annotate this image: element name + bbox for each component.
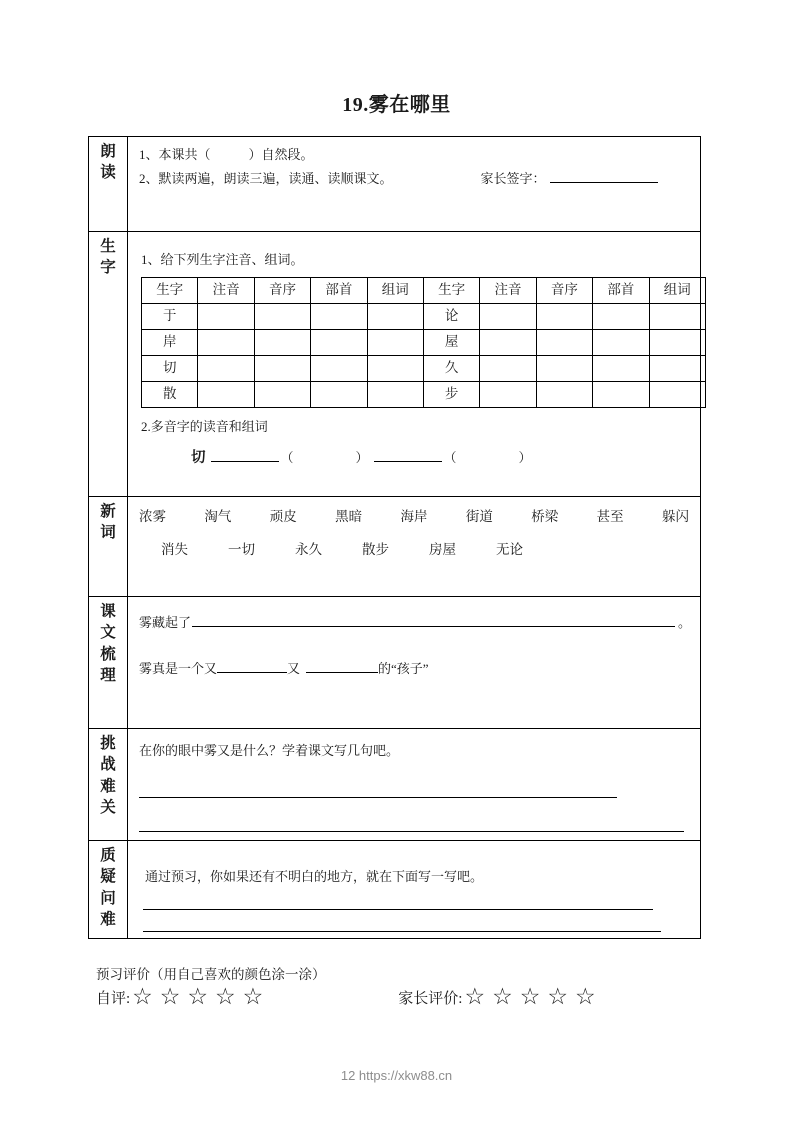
grid-cell-input[interactable] xyxy=(649,381,705,407)
evaluation-section xyxy=(96,963,716,1009)
grid-header-cell: 部首 xyxy=(593,278,649,304)
new-word: 躲闪 xyxy=(662,509,689,524)
new-word: 浓雾 xyxy=(139,509,166,524)
grid-header-cell: 部首 xyxy=(311,278,367,304)
new-word: 黑暗 xyxy=(335,509,363,524)
keshuli-sentence-1 xyxy=(139,603,691,635)
star-icon[interactable]: ☆ xyxy=(215,984,236,1010)
grid-cell-input[interactable] xyxy=(649,355,705,381)
grid-cell-input[interactable] xyxy=(198,381,254,407)
grid-cell-input[interactable] xyxy=(536,329,592,355)
star-icon[interactable]: ☆ xyxy=(574,984,596,1010)
grid-cell-input[interactable] xyxy=(254,381,310,407)
shengzi-question-2: 2.多音字的读音和组词 xyxy=(141,418,268,434)
grid-cell-input[interactable] xyxy=(311,381,367,407)
section-label-keshuli: 课 文 梳 理 xyxy=(89,597,128,729)
section-label-langdu: 朗 读 xyxy=(89,137,128,232)
grid-row xyxy=(142,381,706,407)
grid-cell-input[interactable] xyxy=(367,381,423,407)
zhiyi-answer-line-1[interactable] xyxy=(143,909,653,910)
new-word: 房屋 xyxy=(429,541,456,557)
grid-row xyxy=(142,329,706,355)
grid-header-cell: 音序 xyxy=(254,278,310,304)
new-word: 永久 xyxy=(295,541,322,557)
grid-cell-input[interactable] xyxy=(311,304,367,330)
new-word: 散步 xyxy=(362,541,389,557)
grid-cell-input[interactable] xyxy=(311,355,367,381)
section-row-shengzi xyxy=(89,232,701,497)
grid-cell-char: 散 xyxy=(142,381,198,407)
star-icon[interactable]: ☆ xyxy=(159,984,181,1010)
keshuli-blank-1[interactable] xyxy=(217,660,287,673)
keshuli-sentence2-b: 又 xyxy=(287,661,301,677)
star-icon[interactable]: ☆ xyxy=(547,984,568,1010)
grid-cell-input[interactable] xyxy=(649,329,705,355)
tiaozhan-prompt: 在你的眼中雾又是什么？学着课文写几句吧。 xyxy=(139,743,400,758)
star-icon[interactable]: ☆ xyxy=(187,984,209,1010)
grid-cell-input[interactable] xyxy=(593,355,649,381)
parent-signature-area xyxy=(481,167,691,191)
new-word: 海岸 xyxy=(400,509,428,524)
new-word: 无论 xyxy=(496,541,523,557)
section-label-tiaozhan: 挑 战 难 关 xyxy=(89,729,128,841)
section-body-shengzi xyxy=(128,232,701,497)
langdu-item2-text: 2、默读两遍，朗读三遍，读通、读顺课文。 xyxy=(139,171,393,187)
grid-cell-input[interactable] xyxy=(367,355,423,381)
keshuli-sentence1-tail: 。 xyxy=(677,615,691,630)
langdu-item1-tail: ）自然段。 xyxy=(248,147,314,162)
grid-cell-input[interactable] xyxy=(593,329,649,355)
paren-open-2: （ xyxy=(443,449,457,465)
worksheet-table xyxy=(88,136,701,939)
grid-header-cell: 音序 xyxy=(536,278,592,304)
grid-header-cell: 生字 xyxy=(142,278,198,304)
grid-cell-input[interactable] xyxy=(480,355,536,381)
new-words-line-1 xyxy=(139,503,691,530)
shengzi-question-1: 1、给下列生字注音、组词。 xyxy=(141,252,304,267)
grid-cell-char: 于 xyxy=(142,304,198,330)
section-label-xinci: 新 词 xyxy=(89,497,128,597)
new-word: 顽皮 xyxy=(269,509,297,524)
new-word: 甚至 xyxy=(596,509,624,524)
grid-cell-char: 切 xyxy=(142,355,198,381)
evaluation-title: 预习评价（用自己喜欢的颜色涂一涂） xyxy=(96,967,326,982)
parent-evaluation-label: 家长评价: xyxy=(398,991,463,1007)
grid-cell-input[interactable] xyxy=(480,381,536,407)
keshuli-sentence1-lead: 雾藏起了 xyxy=(139,615,192,630)
zhiyi-prompt: 通过预习，你如果还有不明白的地方，就在下面写一写吧。 xyxy=(145,869,484,884)
grid-cell-input[interactable] xyxy=(593,304,649,330)
polyphone-blank-2[interactable] xyxy=(374,449,442,462)
parent-signature-blank[interactable] xyxy=(550,171,658,183)
grid-row xyxy=(142,355,706,381)
tiaozhan-answer-line-1[interactable] xyxy=(139,797,617,798)
star-icon[interactable]: ☆ xyxy=(464,984,486,1010)
self-evaluation-stars xyxy=(132,986,270,1009)
grid-cell-input[interactable] xyxy=(254,329,310,355)
grid-cell-input[interactable] xyxy=(311,329,367,355)
grid-cell-input[interactable] xyxy=(536,355,592,381)
new-word: 桥梁 xyxy=(531,509,559,524)
grid-cell-char: 岸 xyxy=(142,329,198,355)
new-word: 街道 xyxy=(465,509,493,524)
section-body-keshuli xyxy=(128,597,701,729)
zhiyi-answer-line-2[interactable] xyxy=(143,931,661,932)
section-body-tiaozhan xyxy=(128,729,701,841)
polyphone-character: 切 xyxy=(191,449,206,466)
star-icon[interactable]: ☆ xyxy=(242,984,264,1010)
self-evaluation-label: 自评: xyxy=(96,991,131,1007)
paren-close-1: ） xyxy=(355,449,369,465)
section-body-langdu xyxy=(128,137,701,232)
grid-header-cell: 组词 xyxy=(367,278,423,304)
keshuli-blank-2[interactable] xyxy=(306,660,378,673)
section-row-keshuli xyxy=(89,597,701,729)
new-words-line-2 xyxy=(139,530,691,563)
section-body-zhiyi xyxy=(128,841,701,939)
grid-header-cell: 注音 xyxy=(480,278,536,304)
star-icon[interactable]: ☆ xyxy=(519,984,541,1010)
keshuli-sentence-2 xyxy=(139,635,691,681)
paren-close-2: ） xyxy=(518,449,532,465)
parent-evaluation-group xyxy=(398,986,602,1009)
grid-cell-input[interactable] xyxy=(480,329,536,355)
grid-header-cell: 生字 xyxy=(423,278,479,304)
grid-cell-input[interactable] xyxy=(649,304,705,330)
keshuli-sentence2-c: 的“孩子” xyxy=(378,661,429,677)
evaluation-rows xyxy=(96,986,716,1009)
langdu-item-2 xyxy=(139,167,691,191)
grid-row xyxy=(142,304,706,330)
keshuli-sentence2-a: 雾真是一个又 xyxy=(139,661,218,677)
new-word: 一切 xyxy=(228,541,255,557)
grid-cell-input[interactable] xyxy=(254,304,310,330)
grid-cell-input[interactable] xyxy=(367,329,423,355)
langdu-item1-lead: 1、本课共（ xyxy=(139,147,211,162)
grid-cell-input[interactable] xyxy=(536,304,592,330)
grid-cell-char: 论 xyxy=(423,304,479,330)
grid-cell-input[interactable] xyxy=(480,304,536,330)
star-icon[interactable]: ☆ xyxy=(492,984,513,1010)
page-watermark: 12 https://xkw88.cn xyxy=(340,1068,453,1083)
page-title: 19.雾在哪里 xyxy=(342,94,451,116)
grid-cell-input[interactable] xyxy=(198,355,254,381)
section-body-xinci xyxy=(128,497,701,597)
langdu-item-1 xyxy=(139,143,691,167)
section-row-tiaozhan xyxy=(89,729,701,841)
keshuli-blank-long[interactable] xyxy=(192,614,675,627)
grid-header-cell: 注音 xyxy=(198,278,254,304)
section-row-xinci xyxy=(89,497,701,597)
grid-cell-input[interactable] xyxy=(254,355,310,381)
parent-signature-label: 家长签字： xyxy=(480,171,546,187)
polyphone-exercise xyxy=(191,445,691,472)
section-label-shengzi: 生 字 xyxy=(89,232,128,497)
grid-cell-char: 步 xyxy=(423,381,479,407)
paren-open-1: （ xyxy=(280,449,294,465)
grid-cell-input[interactable] xyxy=(593,381,649,407)
grid-cell-input[interactable] xyxy=(198,329,254,355)
parent-evaluation-stars xyxy=(464,986,602,1009)
section-row-zhiyi xyxy=(89,841,701,939)
grid-cell-input[interactable] xyxy=(198,304,254,330)
new-characters-grid xyxy=(141,277,706,408)
new-word: 淘气 xyxy=(204,509,232,524)
new-word: 消失 xyxy=(161,541,188,557)
section-row-langdu xyxy=(89,137,701,232)
self-evaluation-group xyxy=(96,986,270,1009)
grid-cell-input[interactable] xyxy=(536,381,592,407)
grid-cell-char: 屋 xyxy=(423,329,479,355)
section-label-zhiyi: 质 疑 问 难 xyxy=(89,841,128,939)
tiaozhan-answer-line-2[interactable] xyxy=(139,831,684,832)
star-icon[interactable]: ☆ xyxy=(132,984,153,1010)
grid-header-cell: 组词 xyxy=(649,278,705,304)
grid-cell-char: 久 xyxy=(423,355,479,381)
grid-header-row xyxy=(142,278,706,304)
grid-cell-input[interactable] xyxy=(367,304,423,330)
polyphone-blank-1[interactable] xyxy=(211,449,279,462)
